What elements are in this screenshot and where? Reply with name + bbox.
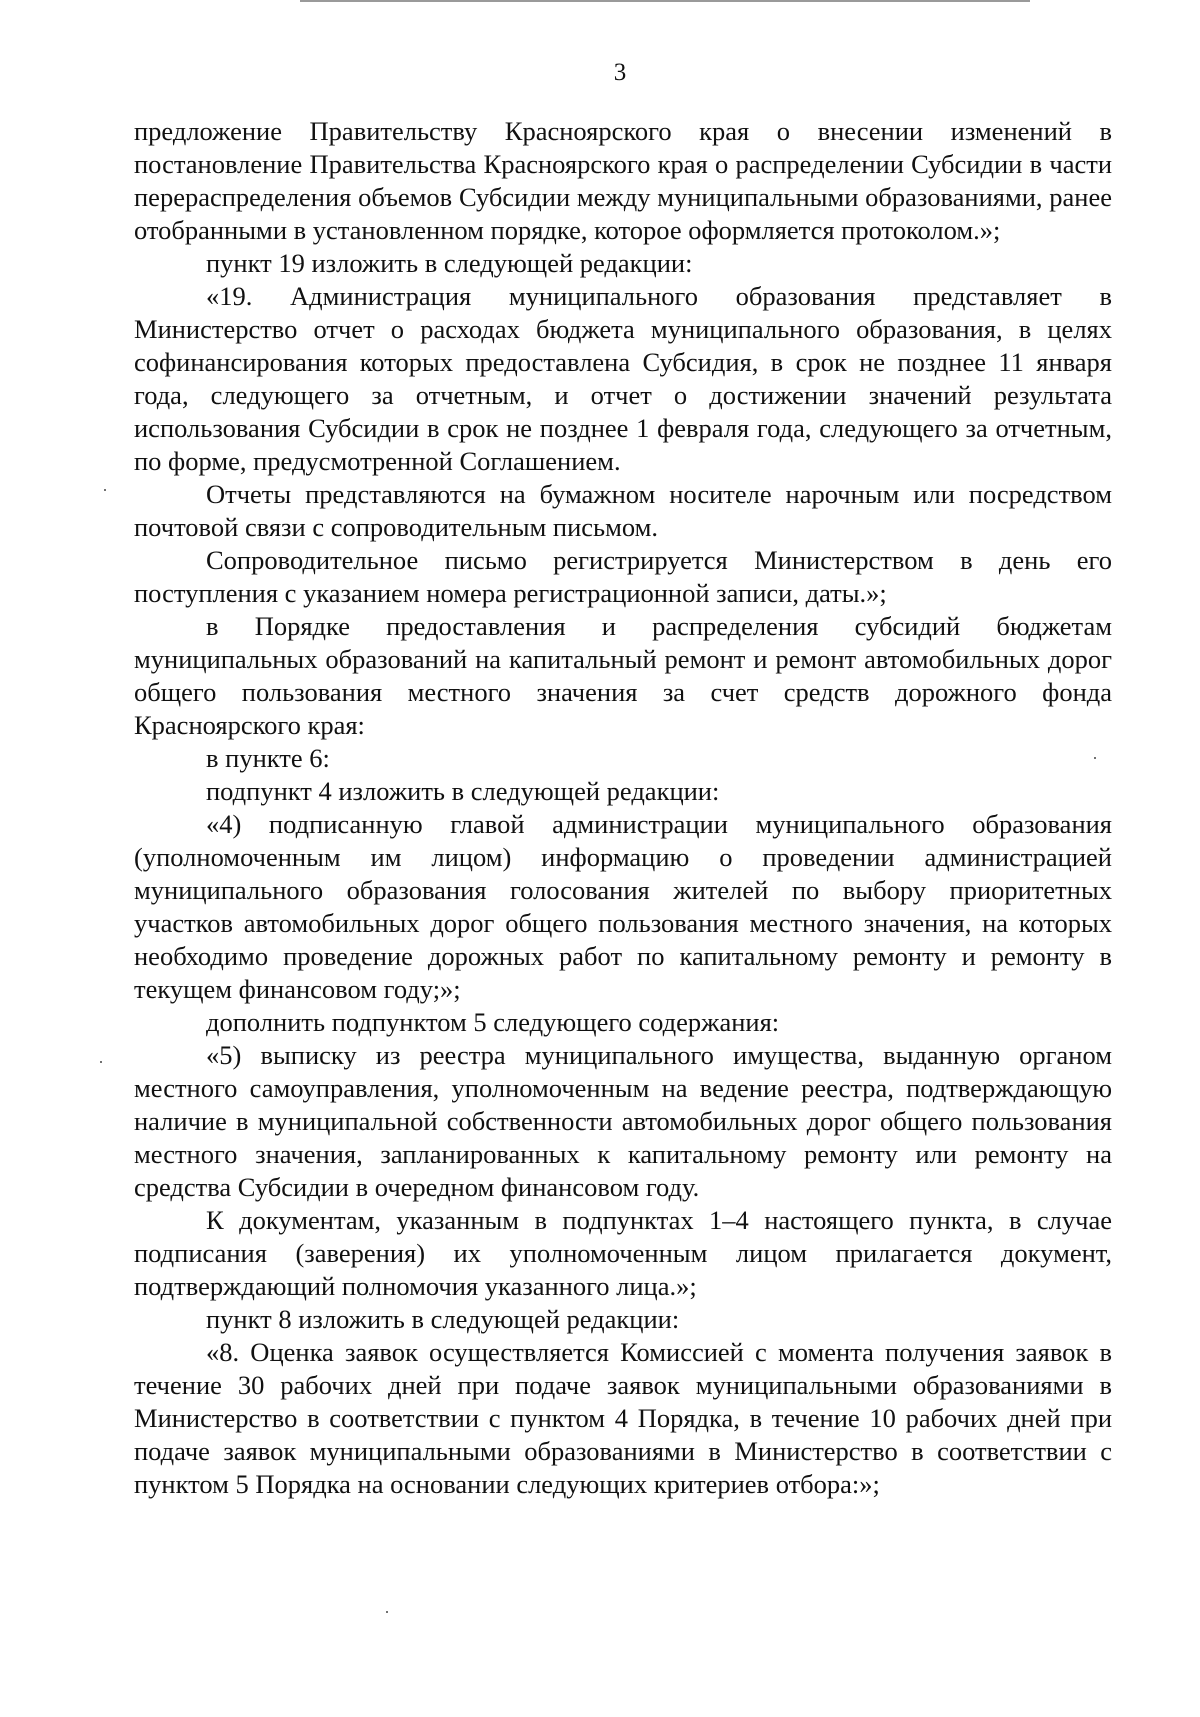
scan-speck (1094, 757, 1096, 759)
paragraph-procedure: в Порядке предоставления и распределения субсидий бюджетам муниципальных образований на капитальный ремонт и ремонт автомобильных дорог общего пользования местного значения за счет средств дорожного фонда Красноярского края: (134, 611, 1112, 740)
paragraph-continuation: предложение Правительству Красноярского края о внесении изменений в постановление Правительства Красноярского края о распределении Субсидии в части перераспределения объемов Субсидии между муниципальными образованиями, ранее отобранными в установленном порядке, которое оформляется протоколом.»; (134, 116, 1112, 245)
paragraph-documents: К документам, указанным в подпунктах 1–4 настоящего пункта, в случае подписания (заверения) их уполномоченным лицом прилагается документ, подтверждающий полномочия указанного лица.»; (134, 1205, 1112, 1301)
document-body (134, 115, 1112, 1501)
paragraph-cover-letter: Сопроводительное письмо регистрируется Министерством в день его поступления с указанием номера регистрационной записи, даты.»; (134, 545, 1112, 608)
paragraph-item-6: в пункте 6: (206, 743, 330, 773)
paragraph-reports: Отчеты представляются на бумажном носителе нарочным или посредством почтовой связи с сопроводительным письмом. (134, 479, 1112, 542)
scan-speck (104, 489, 106, 491)
scan-top-rule (300, 0, 1030, 2)
paragraph-subitem-4: «4) подписанную главой администрации муниципального образования (уполномоченным им лицом) информацию о проведении администрацией муниципального образования голосования жителей по выбору приоритетных участков автомобильных дорог общего пользования местного значения, на которых необходимо проведение дорожных работ по капитальному ремонту и ремонту в текущем финансовом году;»; (134, 809, 1112, 1004)
scan-speck (100, 1061, 102, 1063)
paragraph-item-19: «19. Администрация муниципального образования представляет в Министерство отчет о расходах бюджета муниципального образования, в целях софинансирования которых предоставлена Субсидия, в срок не позднее 11 января года, следующего за отчетным, и отчет о достижении значений результата использования Субсидии в срок не позднее 1 февраля года, следующего за отчетным, по форме, предусмотренной Соглашением. (134, 281, 1112, 476)
paragraph-item-8: «8. Оценка заявок осуществляется Комиссией с момента получения заявок в течение 30 рабочих дней при подаче заявок муниципальными образованиями в Министерство в соответствии с пунктом 4 Порядка, в течение 10 рабочих дней при подаче заявок муниципальными образованиями в Министерство в соответствии с пунктом 5 Порядка на основании следующих критериев отбора:»; (134, 1337, 1112, 1499)
paragraph-item-8-intro: пункт 8 изложить в следующей редакции: (206, 1304, 680, 1334)
paragraph-subitem-4-intro: подпункт 4 изложить в следующей редакции: (206, 776, 720, 806)
paragraph-subitem-5-intro: дополнить подпунктом 5 следующего содержания: (206, 1007, 780, 1037)
paragraph-item-19-intro: пункт 19 изложить в следующей редакции: (206, 248, 693, 278)
paragraph-subitem-5: «5) выписку из реестра муниципального имущества, выданную органом местного самоуправления, уполномоченным на ведение реестра, подтверждающую наличие в муниципальной собственности автомобильных дорог общего пользования местного значения, запланированных к капитальному ремонту или ремонту на средства Субсидии в очередном финансовом году. (134, 1040, 1112, 1202)
scan-speck (386, 1611, 388, 1613)
page-number: 3 (613, 59, 627, 86)
